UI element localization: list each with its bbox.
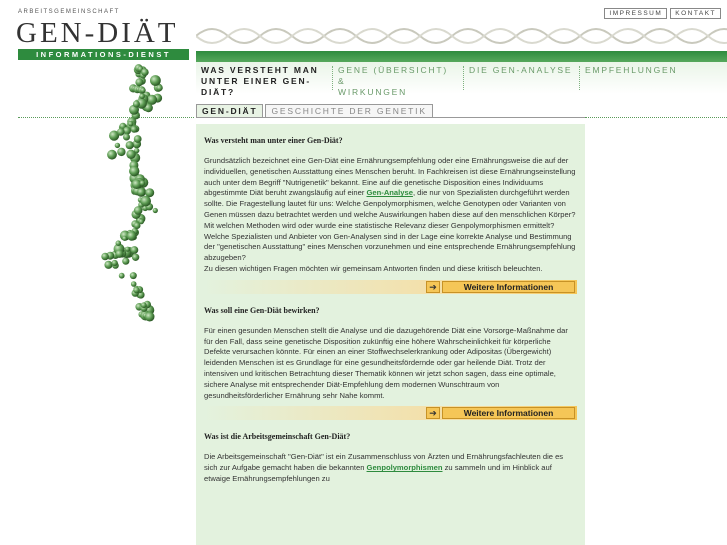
nav-item-gen-diaet[interactable] [196, 62, 333, 97]
more-info-button[interactable]: Weitere Informationen [442, 407, 575, 419]
section-text: Die Arbeitsgemeinschaft "Gen-Diät" ist ein Zusammenschluss von Ärzten und Ernährungsfachleuten die es sich zur Aufgabe gemacht haben die bekannten Genpolymorphismen zu sammeln und im Hinblick auf etwaige Ernährungsempfehlungen zu [204, 452, 564, 483]
sub-tabs [196, 104, 433, 117]
more-bar [204, 280, 577, 294]
logo-subtitle: INFORMATIONS-DIENST [18, 49, 189, 60]
top-links [604, 8, 721, 19]
site-logo[interactable]: GEN-DIÄT [16, 17, 179, 49]
dna-helix-image [95, 60, 175, 330]
more-bar [204, 406, 577, 420]
divider-right [585, 117, 727, 118]
more-info-button[interactable]: Weitere Informationen [442, 281, 575, 293]
nav-item-label-line1: EMPFEHLUNGEN [585, 65, 678, 75]
nav-item-label-line1: WAS VERSTEHT MAN [201, 65, 319, 75]
nav-item-gen-analyse[interactable] [464, 62, 580, 94]
tab-geschichte[interactable]: GESCHICHTE DER GENETIK [265, 104, 432, 117]
section-purpose [196, 302, 585, 421]
arrow-right-icon[interactable]: ➔ [426, 281, 440, 293]
main-navigation [196, 62, 727, 97]
org-label: ARBEITSGEMEINSCHAFT [18, 9, 120, 15]
nav-item-label-line2: WIRKUNGEN [338, 87, 408, 97]
header-green-band [196, 51, 727, 62]
nav-item-label-line2: UNTER EINER GEN-DIÄT? [201, 76, 312, 97]
genpolymorphismen-link[interactable]: Genpolymorphismen [366, 463, 443, 473]
section-heading: Was versteht man unter einer Gen-Diät? [204, 136, 343, 145]
kontakt-link[interactable]: KONTAKT [670, 8, 721, 19]
section-text: Grundsätzlich bezeichnet eine Gen-Diät eine Ernährungsempfehlung oder eine Ernährungsweise die auf der individuellen, genetischen Ausstattung eines Menschen beruht. In Fachkreisen ist diese Ernährungseinstellung auch unter dem Begriff "Nutrigenetik" bekannt. Eine auf die genetische Disposition eines Individuums abgestimmte Diät beruht zwangsläufig auf einer Gen-Analyse, die nur von Spezialisten durchgeführt werden sollte. Die Fragestellung lautet für uns: Welche Genpolymorphismen, welche Genotypen oder Varianten von Genen müssen dazu betrachtet werden und welche Auswirkungen haben diese auf den menschlichen Körper? Mit welchen Methoden wird oder wurde eine statistische Relevanz dieser Genpolymorphismen ermittelt? Welche Spezialisten und Anbieter von Gen-Analysen sind in der Lage eine korrekte Analyse und Bestimmung der "genetischen Ausstattung" eines Menschen vorzunehmen und eine entsprechende Ernährungsempfehlung abzugeben? Zu diesen wichtigen Fragen möchten wir gemeinsam Antworten finden und diese kritisch beleuchten. [204, 156, 576, 273]
nav-item-gene[interactable] [333, 62, 464, 97]
section-heading: Was ist die Arbeitsgemeinschaft Gen-Diät? [204, 432, 351, 442]
nav-item-label-line1: DIE GEN-ANALYSE [469, 65, 573, 75]
section-what-is [196, 124, 585, 294]
section-text: Für einen gesunden Menschen stellt die Analyse und die dazugehörende Diät eine Vorsorge-Maßnahme dar für den Fall, dass seine genetische Disposition zukünftig eine höhere Wahrscheinlichkeit für körperliche Defekte verursachen könnte. Für einen an einer Stoffwechselerkrankung oder Adipositas (Übergewicht) leidenden Menschen ist es Grundlage für eine gesundheitsfördernde oder gar heilende Diät. Trotz der intensiven und kritischen Betrachtung dieser Thematik können wir jetzt schon sagen, dass eine optimale, sichere Analyse mit entsprechender Diät-Empfehlung dem modernen Wunschtraum von gesundheitsförderlicher Ernährung sehr Nahe kommt. [204, 325, 568, 400]
nav-item-label-line1: GENE (ÜBERSICHT) & [338, 65, 449, 86]
nav-item-empfehlungen[interactable] [580, 62, 700, 94]
tab-underline [196, 117, 585, 118]
section-about [196, 428, 585, 484]
gen-analyse-link[interactable]: Gen-Analyse [366, 188, 413, 198]
dna-banner-decoration [196, 22, 727, 50]
section-heading: Was soll eine Gen-Diät bewirken? [204, 305, 320, 315]
arrow-right-icon[interactable]: ➔ [426, 407, 440, 419]
main-content [196, 124, 585, 545]
impressum-link[interactable]: IMPRESSUM [604, 8, 667, 19]
tab-gen-diaet[interactable]: GEN-DIÄT [196, 104, 263, 117]
